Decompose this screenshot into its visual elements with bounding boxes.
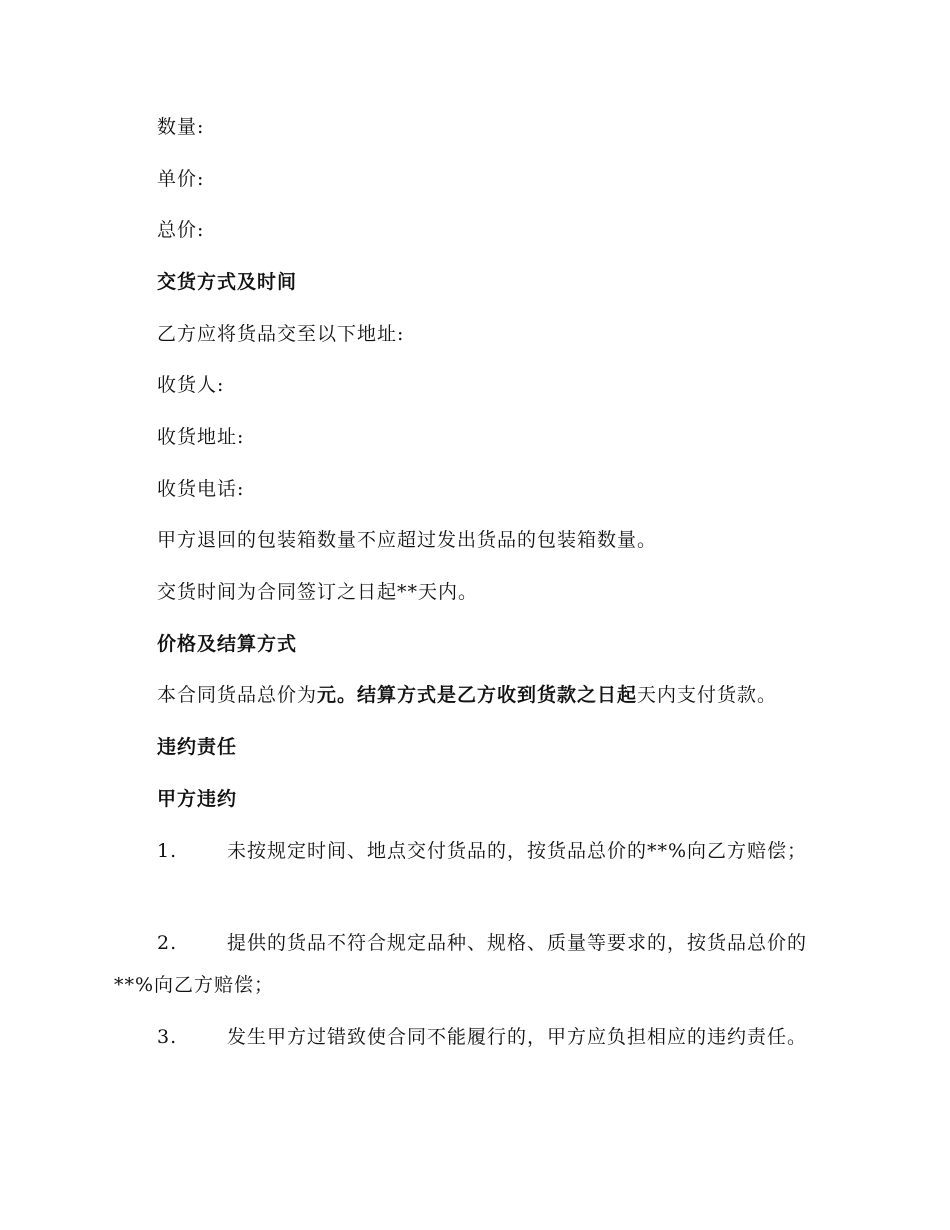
delivery-section-heading: 交货方式及时间 [157, 271, 298, 293]
return-note-text: 甲方退回的包装箱数量不应超过发出货品的包装箱数量。 [157, 529, 658, 551]
quantity-field-label: 数量: [157, 116, 205, 138]
total-price-field-label: 总价: [157, 219, 205, 241]
list-item-number: 1. [157, 840, 178, 862]
pricing-section-heading: 价格及结算方式 [157, 633, 298, 655]
pricing-paragraph [157, 682, 777, 708]
phone-field-label: 收货电话: [157, 478, 245, 500]
list-item-text: 提供的货品不符合规定品种、规格、质量等要求的，按货品总价的**%向乙方赔偿； [114, 932, 808, 996]
pricing-text-bold: 元。结算方式是乙方收到货款之日起 [317, 684, 638, 706]
unit-price-field-label: 单价: [157, 168, 205, 190]
receiver-field-label: 收货人: [157, 374, 225, 396]
liability-section-heading: 违约责任 [157, 736, 238, 758]
list-item [114, 1016, 834, 1058]
pricing-text-part2: 天内支付货款。 [637, 684, 778, 706]
list-item-number: 3. [157, 1026, 178, 1048]
address-field-label: 收货地址: [157, 426, 245, 448]
list-item-text: 未按规定时间、地点交付货品的，按货品总价的**%向乙方赔偿； [227, 840, 808, 862]
list-item [114, 922, 834, 1006]
list-item-number: 2. [157, 932, 178, 954]
delivery-time-text: 交货时间为合同签订之日起**天内。 [157, 581, 479, 603]
list-item [114, 830, 834, 872]
pricing-text-part1: 本合同货品总价为 [157, 684, 318, 706]
delivery-intro-text: 乙方应将货品交至以下地址: [157, 323, 405, 345]
list-item-text: 发生甲方过错致使合同不能履行的，甲方应负担相应的违约责任。 [227, 1026, 808, 1048]
party-a-breach-heading: 甲方违约 [157, 788, 238, 810]
